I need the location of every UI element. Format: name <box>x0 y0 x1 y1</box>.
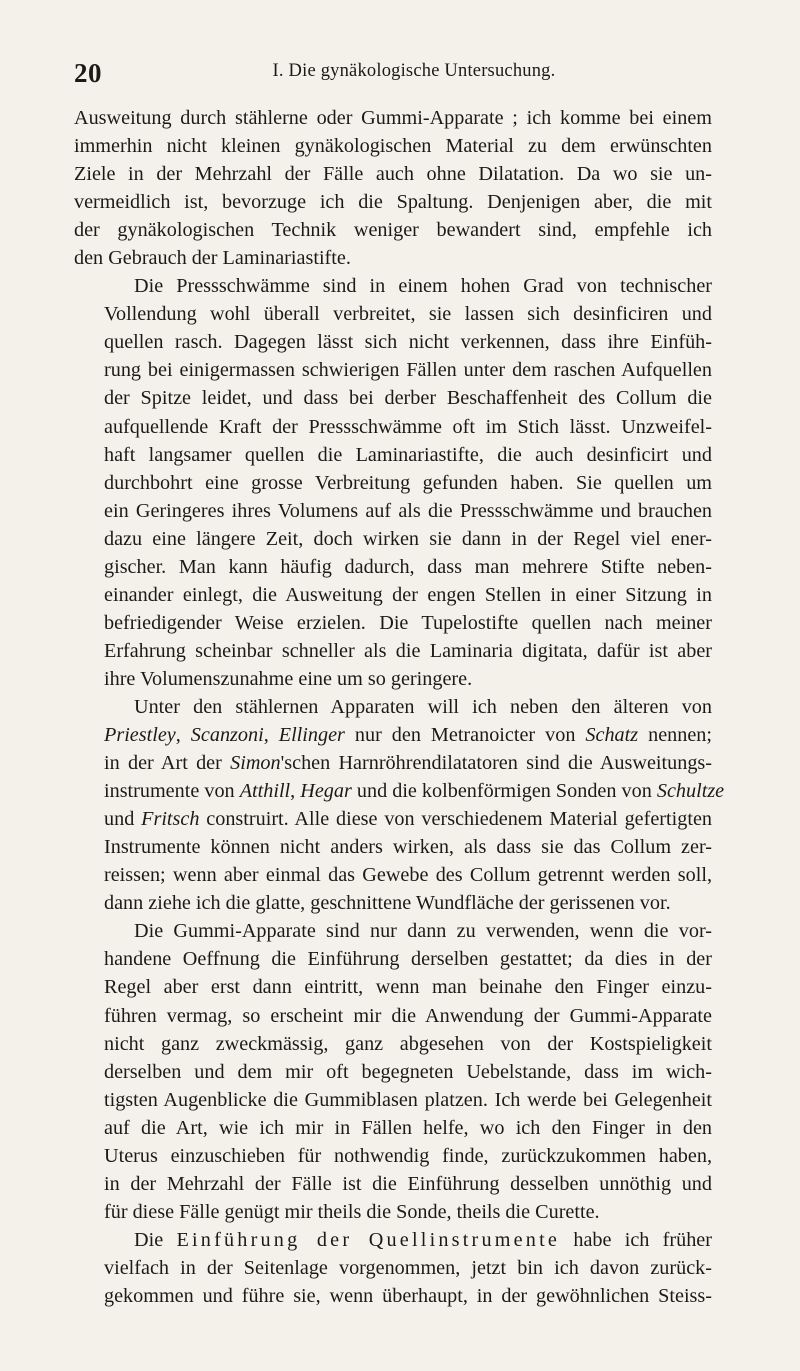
text-line: der Spitze leidet, und dass bei derber Beschaffenheit des Collum die <box>104 387 712 410</box>
paragraph <box>74 104 712 272</box>
text-line: für diese Fälle genügt mir theils die Sonde, theils die Curette. <box>104 1200 600 1223</box>
text-line: tigsten Augenblicke die Gummiblasen platzen. Ich werde bei Gelegenheit <box>104 1088 712 1111</box>
text-line: gischer. Man kann häufig dadurch, dass man mehrere Stifte neben- <box>104 555 712 578</box>
paragraph <box>74 272 712 693</box>
text-line: der gynäkologischen Technik weniger bewandert sind, empfehle ich <box>74 219 712 242</box>
text-line: befriedigender Weise erzielen. Die Tupelostifte quellen nach meiner <box>104 611 712 634</box>
text-line: Vollendung wohl überall verbreitet, sie lassen sich desinficiren und <box>104 303 712 326</box>
paragraph <box>74 693 725 917</box>
text-line: aufquellende Kraft der Pressschwämme oft im Stich lässt. Unzweifel- <box>104 415 712 438</box>
text-line: Instrumente können nicht anders wirken, als dass sie das Collum zer- <box>104 836 712 859</box>
text-line: führen vermag, so erscheint mir die Anwendung der Gummi-Apparate <box>104 1004 712 1027</box>
text-line: Ziele in der Mehrzahl der Fälle auch ohne Dilatation. Da wo sie un- <box>74 163 712 186</box>
text-line: ihre Volumenszunahme eine um so geringere. <box>104 667 473 690</box>
text-line: nicht ganz zweckmässig, ganz abgesehen von der Kostspieligkeit <box>104 1032 712 1055</box>
text-line: Uterus einzuschieben für nothwendig finde, zurückzukommen haben, <box>104 1144 712 1167</box>
text-line: gekommen und führe sie, wenn überhaupt, in der gewöhnlichen Steiss- <box>104 1284 712 1307</box>
text-line: Die Einführung der Quellinstrumente habe ich früher <box>134 1228 712 1251</box>
text-line: haft langsamer quellen die Laminariastifte, die auch desinficirt und <box>104 443 712 466</box>
text-line: Erfahrung scheinbar schneller als die Laminaria digitata, dafür ist aber <box>104 639 712 662</box>
text-line: Regel aber erst dann eintritt, wenn man beinahe den Finger einzu- <box>104 976 712 999</box>
text-line: Ausweitung durch stählerne oder Gummi-Apparate ; ich komme bei einem <box>74 107 712 129</box>
text-line: einander einlegt, die Ausweitung der engen Stellen in einer Sitzung in <box>104 583 712 606</box>
page-number: 20 <box>74 58 102 88</box>
paragraph <box>74 1226 712 1310</box>
text-line: den Gebrauch der Laminariastifte. <box>74 247 351 270</box>
text-line: reissen; wenn aber einmal das Gewebe des Collum getrennt werden soll, <box>104 864 712 887</box>
text-line: quellen rasch. Dagegen lässt sich nicht verkennen, dass ihre Einfüh- <box>104 331 712 354</box>
text-line: durchbohrt eine grosse Verbreitung gefunden haben. Sie quellen um <box>104 471 712 494</box>
text-line: handene Oeffnung die Einführung derselben gestattet; da dies in der <box>104 948 712 971</box>
text-line: dann ziehe ich die glatte, geschnittene Wundfläche der gerissenen vor. <box>104 892 671 915</box>
text-line: und Fritsch construirt. Alle diese von verschiedenem Material gefertigten <box>104 808 713 831</box>
running-head: I. Die gynäkologische Untersuchung. <box>272 61 556 81</box>
text-line: Unter den stählernen Apparaten will ich neben den älteren von <box>134 695 712 718</box>
text-line: in der Mehrzahl der Fälle ist die Einführung desselben unnöthig und <box>104 1172 712 1195</box>
paragraph <box>74 917 712 1226</box>
text-line: instrumente von Atthill, Hegar und die kolbenförmigen Sonden von Schultze <box>104 780 725 803</box>
text-line: auf die Art, wie ich mir in Fällen helfe, wo ich den Finger in den <box>104 1116 712 1139</box>
text-line: Priestley, Scanzoni, Ellinger nur den Metranoicter von Schatz nennen; <box>104 724 713 747</box>
text-line: immerhin nicht kleinen gynäkologischen Material zu dem erwünschten <box>74 135 712 158</box>
text-line: vermeidlich ist, bevorzuge ich die Spaltung. Denjenigen aber, die mit <box>74 191 712 214</box>
text-line: derselben und dem mir oft begegneten Uebelstande, dass im wich- <box>104 1060 712 1083</box>
body-text <box>74 104 725 1310</box>
text-line: vielfach in der Seitenlage vorgenommen, jetzt bin ich davon zurück- <box>104 1256 712 1279</box>
text-line: Die Pressschwämme sind in einem hohen Grad von technischer <box>134 275 712 298</box>
text-line: in der Art der Simon'schen Harnröhrendilatatoren sind die Ausweitungs- <box>104 752 712 775</box>
text-line: rung bei einigermassen schwierigen Fällen unter dem raschen Aufquellen <box>104 359 712 382</box>
text-line: Die Gummi-Apparate sind nur dann zu verwenden, wenn die vor- <box>134 920 712 943</box>
text-line: dazu eine längere Zeit, doch wirken sie dann in der Regel viel ener- <box>104 527 712 550</box>
text-line: ein Geringeres ihres Volumens auf als die Pressschwämme und brauchen <box>104 499 712 522</box>
page-header <box>74 58 714 86</box>
